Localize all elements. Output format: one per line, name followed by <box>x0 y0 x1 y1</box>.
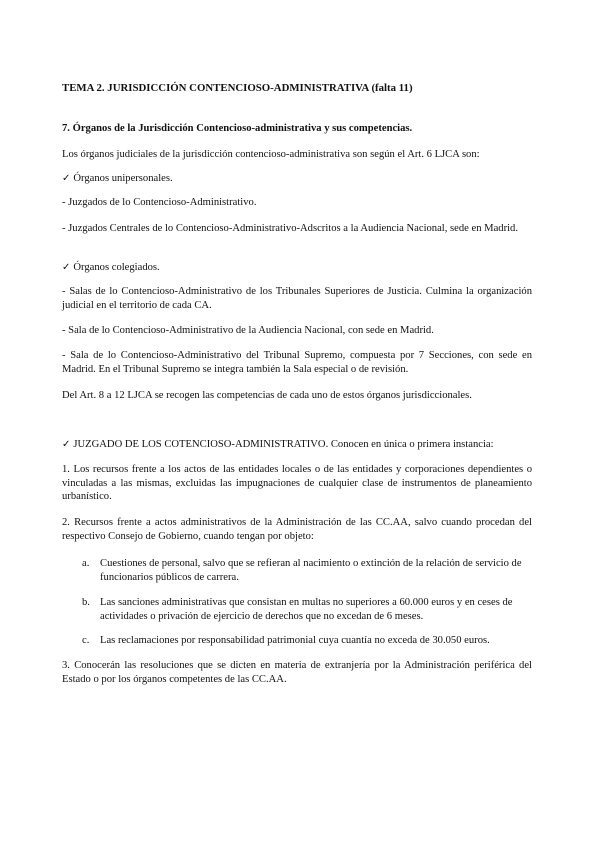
colegiados-label: Órganos colegiados. <box>73 262 160 273</box>
checkmark-icon: ✓ <box>62 173 71 184</box>
point-3: 3. Conocerán las resoluciones que se dicten en materia de extranjería por la Administración periférica del Estado o por los órganos competentes de las CC.AA. <box>62 660 532 685</box>
unipersonales-heading <box>62 172 532 186</box>
checkmark-icon: ✓ <box>62 262 71 273</box>
section-heading: 7. Órganos de la Jurisdicción Contencioso-administrativa y sus competencias. <box>62 123 413 134</box>
colegiados-heading <box>62 261 532 275</box>
subitem-marker: b. <box>82 597 90 608</box>
subitem-c <box>82 634 532 648</box>
subitem-marker: c. <box>82 635 90 646</box>
intro-paragraph: Los órganos judiciales de la jurisdicción contencioso-administrativa son según el Art. 6 LJCA son: <box>62 149 480 160</box>
document-title: TEMA 2. JURISDICCIÓN CONTENCIOSO-ADMINISTRATIVA (falta 11) <box>62 82 413 94</box>
subitem-b <box>82 596 532 623</box>
juzgado-heading-text: JUZGADO DE LOS COTENCIOSO-ADMINISTRATIVO. Conocen en única o primera instancia: <box>73 439 494 450</box>
colegiado-item: - Sala de lo Contencioso-Administrativo del Tribunal Supremo, compuesta por 7 Secciones, con sede en Madrid. En el Tribunal Supremo se integra también la Sala especial o de revisión. <box>62 350 532 375</box>
subitem-text: Las sanciones administrativas que consistan en multas no superiores a 60.000 euros y en ceses de actividades o privación de ejercicio de derechos que no excedan de 6 meses. <box>100 597 513 622</box>
checkmark-icon: ✓ <box>62 439 71 450</box>
subitem-marker: a. <box>82 558 90 569</box>
subitem-a <box>82 557 532 584</box>
point-2: 2. Recursos frente a actos administrativos de la Administración de las CC.AA, salvo cuando procedan del respectivo Consejo de Gobierno, cuando tengan por objeto: <box>62 517 532 542</box>
colegiado-item: - Sala de lo Contencioso-Administrativo de la Audiencia Nacional, con sede en Madrid. <box>62 325 434 336</box>
unipersonales-label: Órganos unipersonales. <box>73 173 173 184</box>
colegiado-item: - Salas de lo Contencioso-Administrativo de los Tribunales Superiores de Justicia. Culmina la organización judicial en el territorio de cada CA. <box>62 286 532 311</box>
juzgado-heading <box>62 438 532 452</box>
subitem-text: Las reclamaciones por responsabilidad patrimonial cuya cuantía no exceda de 30.050 euros. <box>100 635 490 646</box>
unipersonal-item: - Juzgados Centrales de lo Contencioso-Administrativo-Adscritos a la Audiencia Nacional, sede en Madrid. <box>62 223 519 234</box>
unipersonal-item: - Juzgados de lo Contencioso-Administrativo. <box>62 197 257 208</box>
point-1: 1. Los recursos frente a los actos de las entidades locales o de las entidades y corporaciones dependientes o vinculadas a las mismas, excluidas las impugnaciones de cualquier clase de instrumentos de planeamiento urbanístico. <box>62 464 532 502</box>
competencias-note: Del Art. 8 a 12 LJCA se recogen las competencias de cada uno de estos órganos jurisdiccionales. <box>62 390 472 401</box>
subitem-text: Cuestiones de personal, salvo que se refieran al nacimiento o extinción de la relación de servicio de funcionarios públicos de carrera. <box>100 558 522 583</box>
